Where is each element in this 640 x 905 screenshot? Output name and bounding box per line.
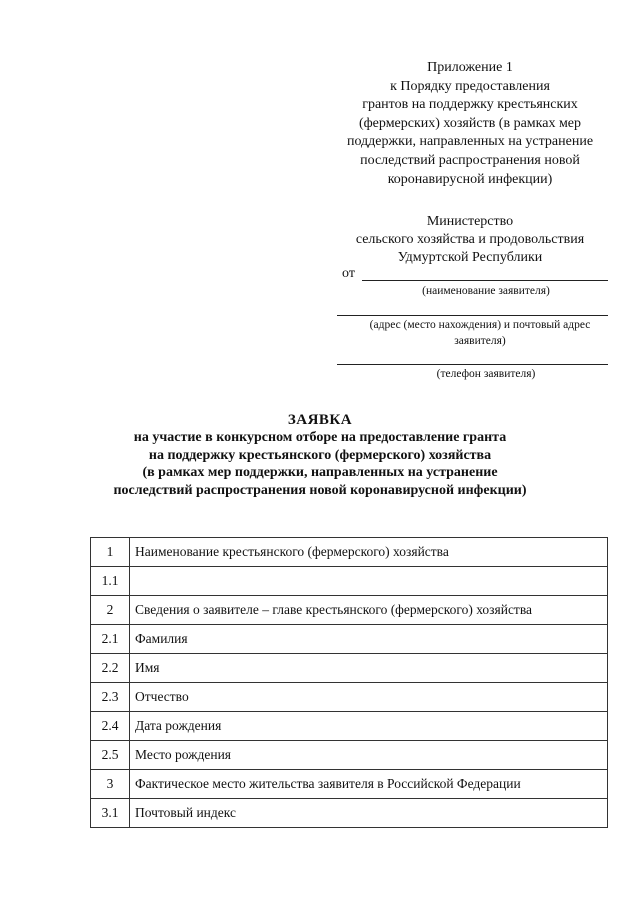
ministry-line: Удмуртской Республики [397,250,543,266]
from-field [342,262,608,284]
ministry-line: Министерство [426,214,514,229]
row-number: 2.1 [91,625,130,654]
table-row [91,538,608,567]
title-line: на участие в конкурсном отборе на предоставление гранта [133,430,507,445]
table-row [91,712,608,741]
row-label: Сведения о заявителе – главе крестьянского (фермерского) хозяйства [130,596,608,625]
row-number: 3.1 [91,799,130,828]
row-number: 2.5 [91,741,130,770]
row-number: 2.2 [91,654,130,683]
address-caption-line: заявителя) [454,335,506,347]
row-number: 2.4 [91,712,130,741]
appendix-line: поддержки, направленных на устранение [346,134,594,150]
address-line[interactable] [337,315,608,316]
from-label: от [342,266,355,281]
row-number: 1.1 [91,567,130,596]
application-table [90,537,608,828]
phone-caption: (телефон заявителя) [436,368,536,380]
row-label: Фактическое место жительства заявителя в Российской Федерации [130,770,608,799]
table-row [91,741,608,770]
appendix-line: грантов на поддержку крестьянских [362,97,578,113]
table-row [91,654,608,683]
ministry-line: сельского хозяйства и продовольствия [355,232,585,248]
table-row [91,770,608,799]
title-line: последствий распространения новой коронавирусной инфекции) [113,482,527,498]
row-number: 1 [91,538,130,567]
row-label: Место рождения [130,741,608,770]
title-main: ЗАЯВКА [287,412,353,428]
row-label: Имя [130,654,608,683]
appendix-line: к Порядку предоставления [390,78,550,94]
title-line: (в рамках мер поддержки, направленных на устранение [142,465,498,481]
row-number: 2.3 [91,683,130,712]
address-caption-line: (адрес (место нахождения) и почтовый адрес [369,319,591,331]
table-row [91,799,608,828]
row-label: Почтовый индекс [130,799,608,828]
document-title [60,411,580,499]
farm-name-input-cell[interactable] [130,567,608,596]
appendix-line: (фермерских) хозяйств (в рамках мер [358,115,582,131]
applicant-name-caption: (наименование заявителя) [422,285,550,297]
applicant-name-line[interactable] [362,280,608,281]
appendix-header [320,59,620,189]
appendix-line: Приложение 1 [427,60,513,75]
appendix-line: последствий распространения новой [360,152,580,168]
row-number: 3 [91,770,130,799]
title-line: на поддержку крестьянского (фермерского) хозяйства [148,447,492,463]
table-row [91,567,608,596]
table-row [91,625,608,654]
appendix-line: коронавирусной инфекции) [387,171,553,187]
table-row [91,683,608,712]
row-label: Дата рождения [130,712,608,741]
row-label: Отчество [130,683,608,712]
table-row [91,596,608,625]
address-caption [330,317,630,349]
row-label: Наименование крестьянского (фермерского) хозяйства [130,538,608,567]
addressee-ministry [320,213,620,268]
row-label: Фамилия [130,625,608,654]
phone-line[interactable] [337,364,608,365]
row-number: 2 [91,596,130,625]
